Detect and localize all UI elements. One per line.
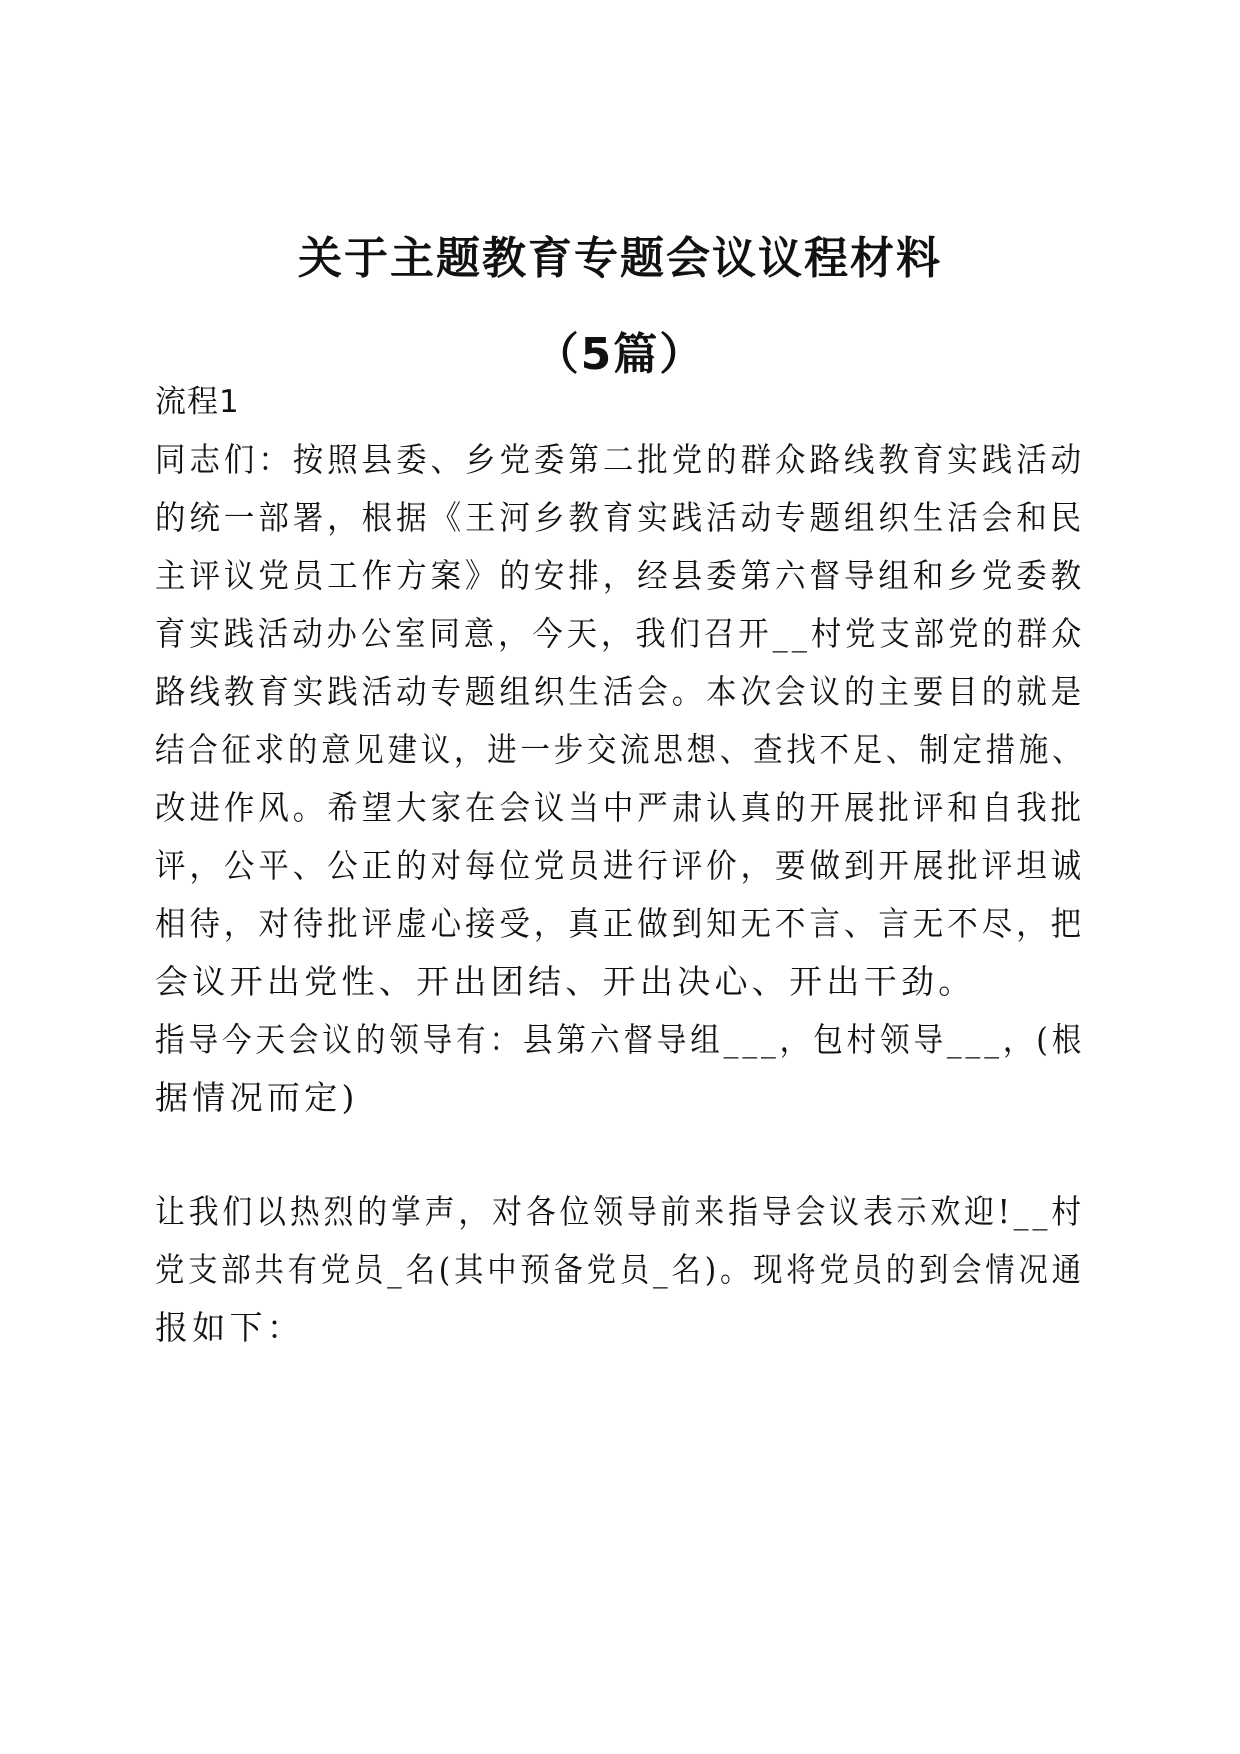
paragraph-line: 的统一部署，根据《王河乡教育实践活动专题组织生活会和民	[155, 498, 1086, 537]
paragraph-line: 改进作风。希望大家在会议当中严肃认真的开展批评和自我批	[155, 788, 1086, 827]
paragraph-line: 相待，对待批评虚心接受，真正做到知无不言、言无不尽，把	[155, 904, 1086, 943]
paragraph-line: 结合征求的意见建议，进一步交流思想、查找不足、制定措施、	[155, 730, 1086, 769]
paragraph-line: 会议开出党性、开出团结、开出决心、开出干劲。	[155, 962, 976, 1001]
paragraph-line: 育实践活动办公室同意，今天，我们召开__村党支部党的群众	[155, 614, 1086, 653]
paragraph-line: 据情况而定)	[155, 1078, 359, 1117]
paragraph-line: 评，公平、公正的对每位党员进行评价，要做到开展批评坦诚	[155, 846, 1086, 885]
paragraph-line: 让我们以热烈的掌声，对各位领导前来指导会议表示欢迎!__村	[155, 1192, 1085, 1231]
paragraph-line: 主评议党员工作方案》的安排，经县委第六督导组和乡党委教	[155, 556, 1086, 595]
paragraph-line: 指导今天会议的领导有：县第六督导组___，包村领导___，(根	[155, 1020, 1086, 1059]
paragraph-line: 同志们：按照县委、乡党委第二批党的群众路线教育实践活动	[155, 440, 1086, 479]
paragraph-line: 路线教育实践活动专题组织生活会。本次会议的主要目的就是	[155, 672, 1086, 711]
document-subtitle: （5篇）	[534, 329, 706, 380]
section-heading: 流程1	[155, 384, 240, 420]
paragraph-line: 报如下：	[155, 1308, 305, 1347]
paragraph-line: 党支部共有党员_名(其中预备党员_名)。现将党员的到会情况通	[155, 1250, 1085, 1289]
document-title: 关于主题教育专题会议议程材料	[298, 233, 942, 284]
